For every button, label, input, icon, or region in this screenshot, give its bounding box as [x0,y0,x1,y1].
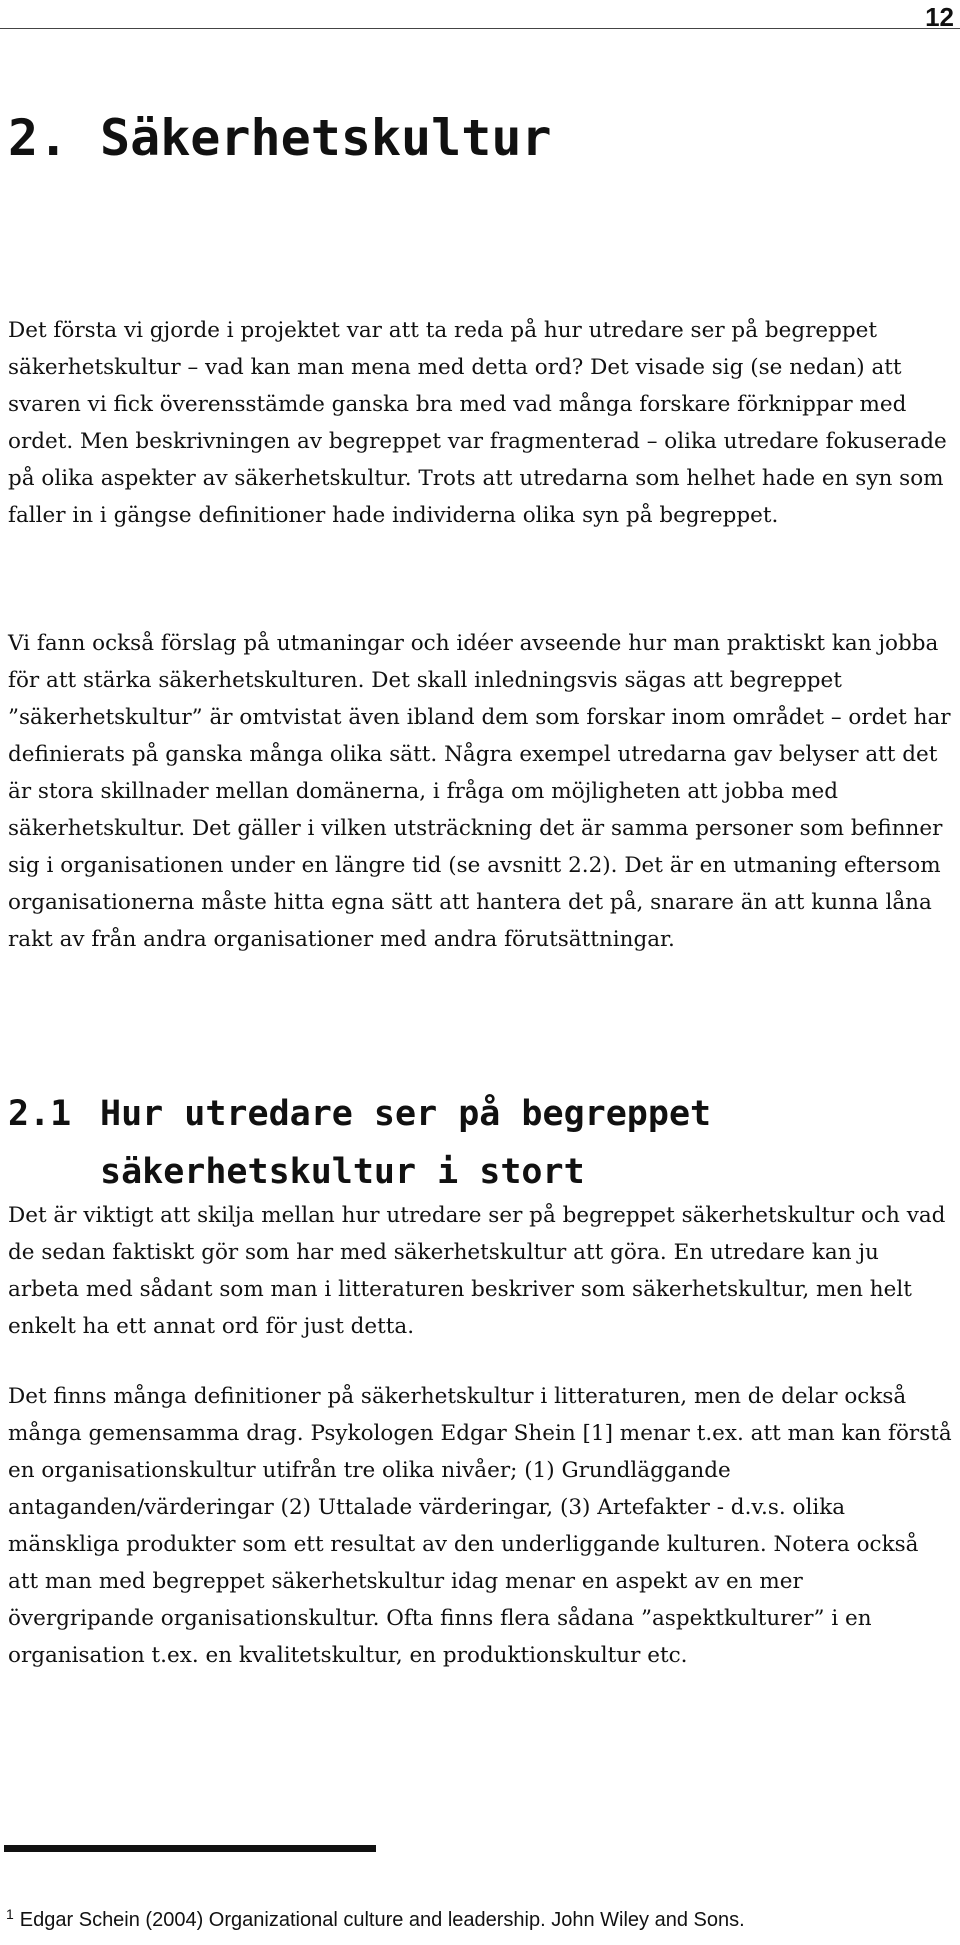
subsection-heading [8,1085,711,1201]
subsection-title-line1: Hur utredare ser på begreppet [100,1094,712,1134]
footnote-divider [4,1845,376,1852]
body-paragraph: Vi fann också förslag på utmaningar och idéer avseende hur man praktiskt kan jobba för att stärka säkerhetskulturen. Det skall inledningsvis sägas att begreppet ”säkerhetskultur” är omtvistat även ibland dem som forskar inom området – ordet har definierats på ganska många olika sätt. Några exempel utredarna gav belyser att det är stora skillnader mellan domänerna, i fråga om möjligheten att jobba med säkerhetskultur. Det gäller i vilken utsträckning det är samma personer som befinner sig i organisationen under en längre tid (se avsnitt 2.2). Det är en utmaning eftersom organisationerna måste hitta egna sätt att hantera det på, snarare än att kunna låna rakt av från andra organisationer med andra förutsättningar. [8,631,951,952]
footnote-text: Edgar Schein (2004) Organizational culture and leadership. John Wiley and Sons. [19,1909,745,1931]
footnote-marker: 1 [6,1906,14,1922]
body-paragraph: Det finns många definitioner på säkerhetskultur i litteraturen, men de delar också många gemensamma drag. Psykologen Edgar Shein [1] menar t.ex. att man kan förstå en organisationskultur utifrån tre olika nivåer; (1) Grundläggande antaganden/värderingar (2) Uttalade värderingar, (3) Artefakter - d.v.s. olika mänskliga produkter som ett resultat av den underliggande kulturen. Notera också att man med begreppet säkerhetskultur idag menar en aspekt av en mer övergripande organisationskultur. Ofta finns flera sådana ”aspektkulturer” i en organisation t.ex. en kvalitetskultur, en produktionskultur etc. [8,1384,952,1668]
section-title: Säkerhetskultur [100,109,552,167]
subsection-number: 2.1 [8,1094,72,1134]
body-paragraph: Det första vi gjorde i projektet var att ta reda på hur utredare ser på begreppet säkerhetskultur – vad kan man mena med detta ord? Det visade sig (se nedan) att svaren vi fick överensstämde ganska bra med vad många forskare förknippar med ordet. Men beskrivningen av begreppet var fragmenterad – olika utredare fokuserade på olika aspekter av säkerhetskultur. Trots att utredarna som helhet hade en syn som faller in i gängse definitioner hade individerna olika syn på begreppet. [8,318,947,528]
section-heading [8,108,552,168]
body-paragraph: Det är viktigt att skilja mellan hur utredare ser på begreppet säkerhetskultur och vad de sedan faktiskt gör som har med säkerhetskultur att göra. En utredare kan ju arbeta med sådant som man i litteraturen beskriver som säkerhetskultur, men helt enkelt ha ett annat ord för just detta. [8,1203,946,1339]
footnote [6,1908,745,1932]
header-divider [0,28,960,29]
page-number: 12 [925,2,954,32]
section-number: 2. [8,109,69,167]
subsection-title-line2: säkerhetskultur i stort [100,1152,585,1192]
